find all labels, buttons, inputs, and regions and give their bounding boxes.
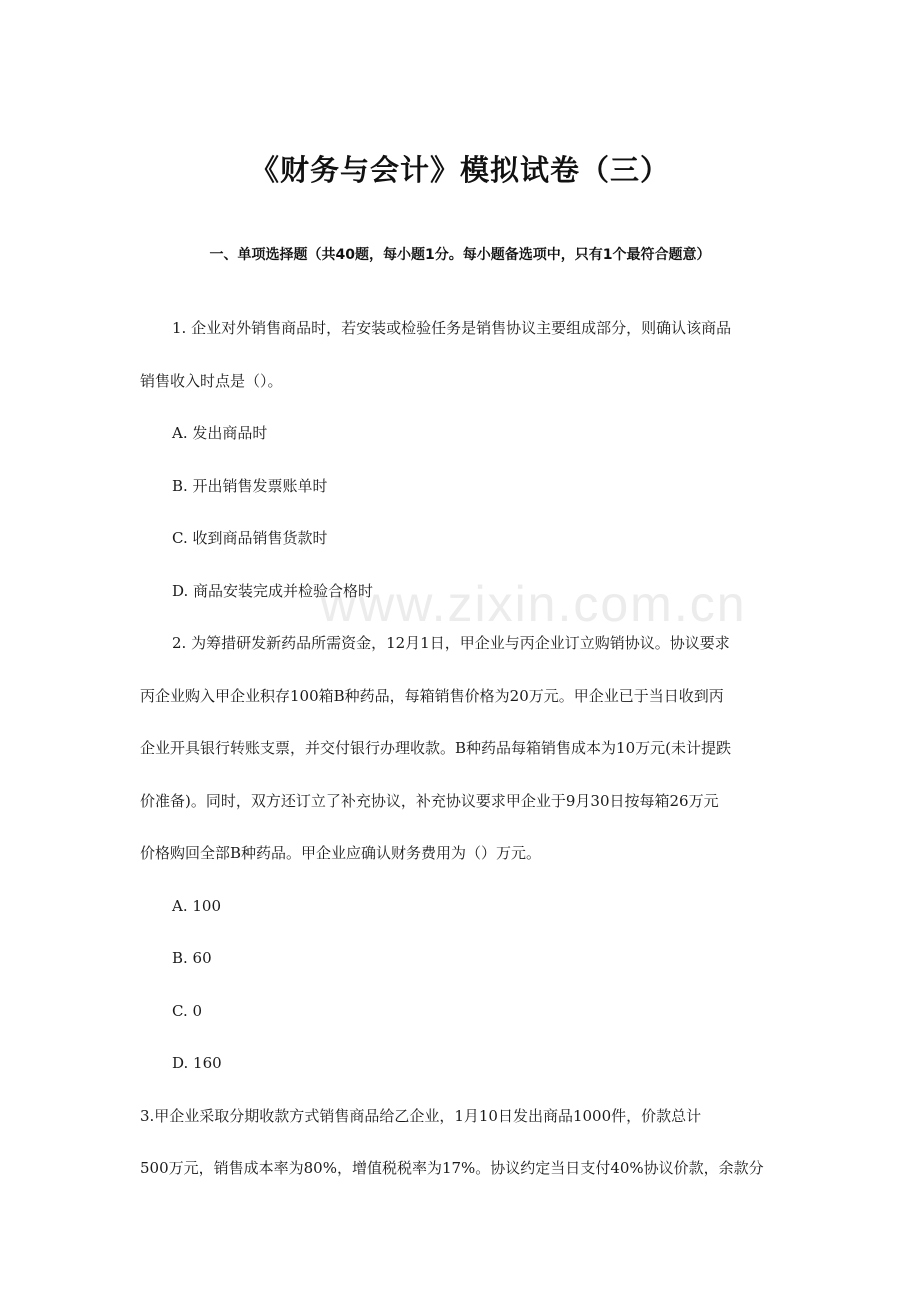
document-title: 《财务与会计》模拟试卷（三） (249, 153, 670, 187)
question-2-option-c: C. 0 (172, 1002, 203, 1020)
question-1-option-a: A. 发出商品时 (172, 424, 268, 442)
question-2-option-b: B. 60 (172, 949, 212, 967)
section-heading: 一、单项选择题（共40题，每小题1分。每小题备选项中，只有1个最符合题意） (209, 247, 711, 263)
question-2-option-d: D. 160 (172, 1054, 222, 1072)
question-1-option-c: C. 收到商品销售货款时 (172, 529, 328, 547)
question-3-line-1: 3.甲企业采取分期收款方式销售商品给乙企业，1月10日发出商品1000件，价款总计 (140, 1107, 702, 1125)
question-1-option-b: B. 开出销售发票账单时 (172, 477, 328, 495)
watermark: www.zixin.com.cn (320, 576, 747, 632)
question-2-line-4: 价准备)。同时，双方还订立了补充协议，补充协议要求甲企业于9月30日按每箱26万元 (140, 792, 719, 810)
question-3-line-2: 500万元，销售成本率为80%，增值税税率为17%。协议约定当日支付40%协议价款，余款分 (140, 1159, 764, 1177)
question-2-option-a: A. 100 (172, 897, 221, 915)
question-2-line-1: 2. 为筹措研发新药品所需资金，12月1日，甲企业与丙企业订立购销协议。协议要求 (172, 634, 730, 652)
question-1-option-d: D. 商品安装完成并检验合格时 (172, 582, 374, 600)
question-2-line-3: 企业开具银行转账支票，并交付银行办理收款。B种药品每箱销售成本为10万元(未计提跌 (140, 739, 731, 757)
question-2-line-2: 丙企业购入甲企业积存100箱B种药品，每箱销售价格为20万元。甲企业已于当日收到丙 (140, 687, 724, 705)
question-2-line-5: 价格购回全部B种药品。甲企业应确认财务费用为（）万元。 (140, 844, 542, 862)
question-1-line-2: 销售收入时点是（）。 (140, 372, 283, 390)
question-1-line-1: 1. 企业对外销售商品时，若安装或检验任务是销售协议主要组成部分，则确认该商品 (172, 319, 732, 337)
